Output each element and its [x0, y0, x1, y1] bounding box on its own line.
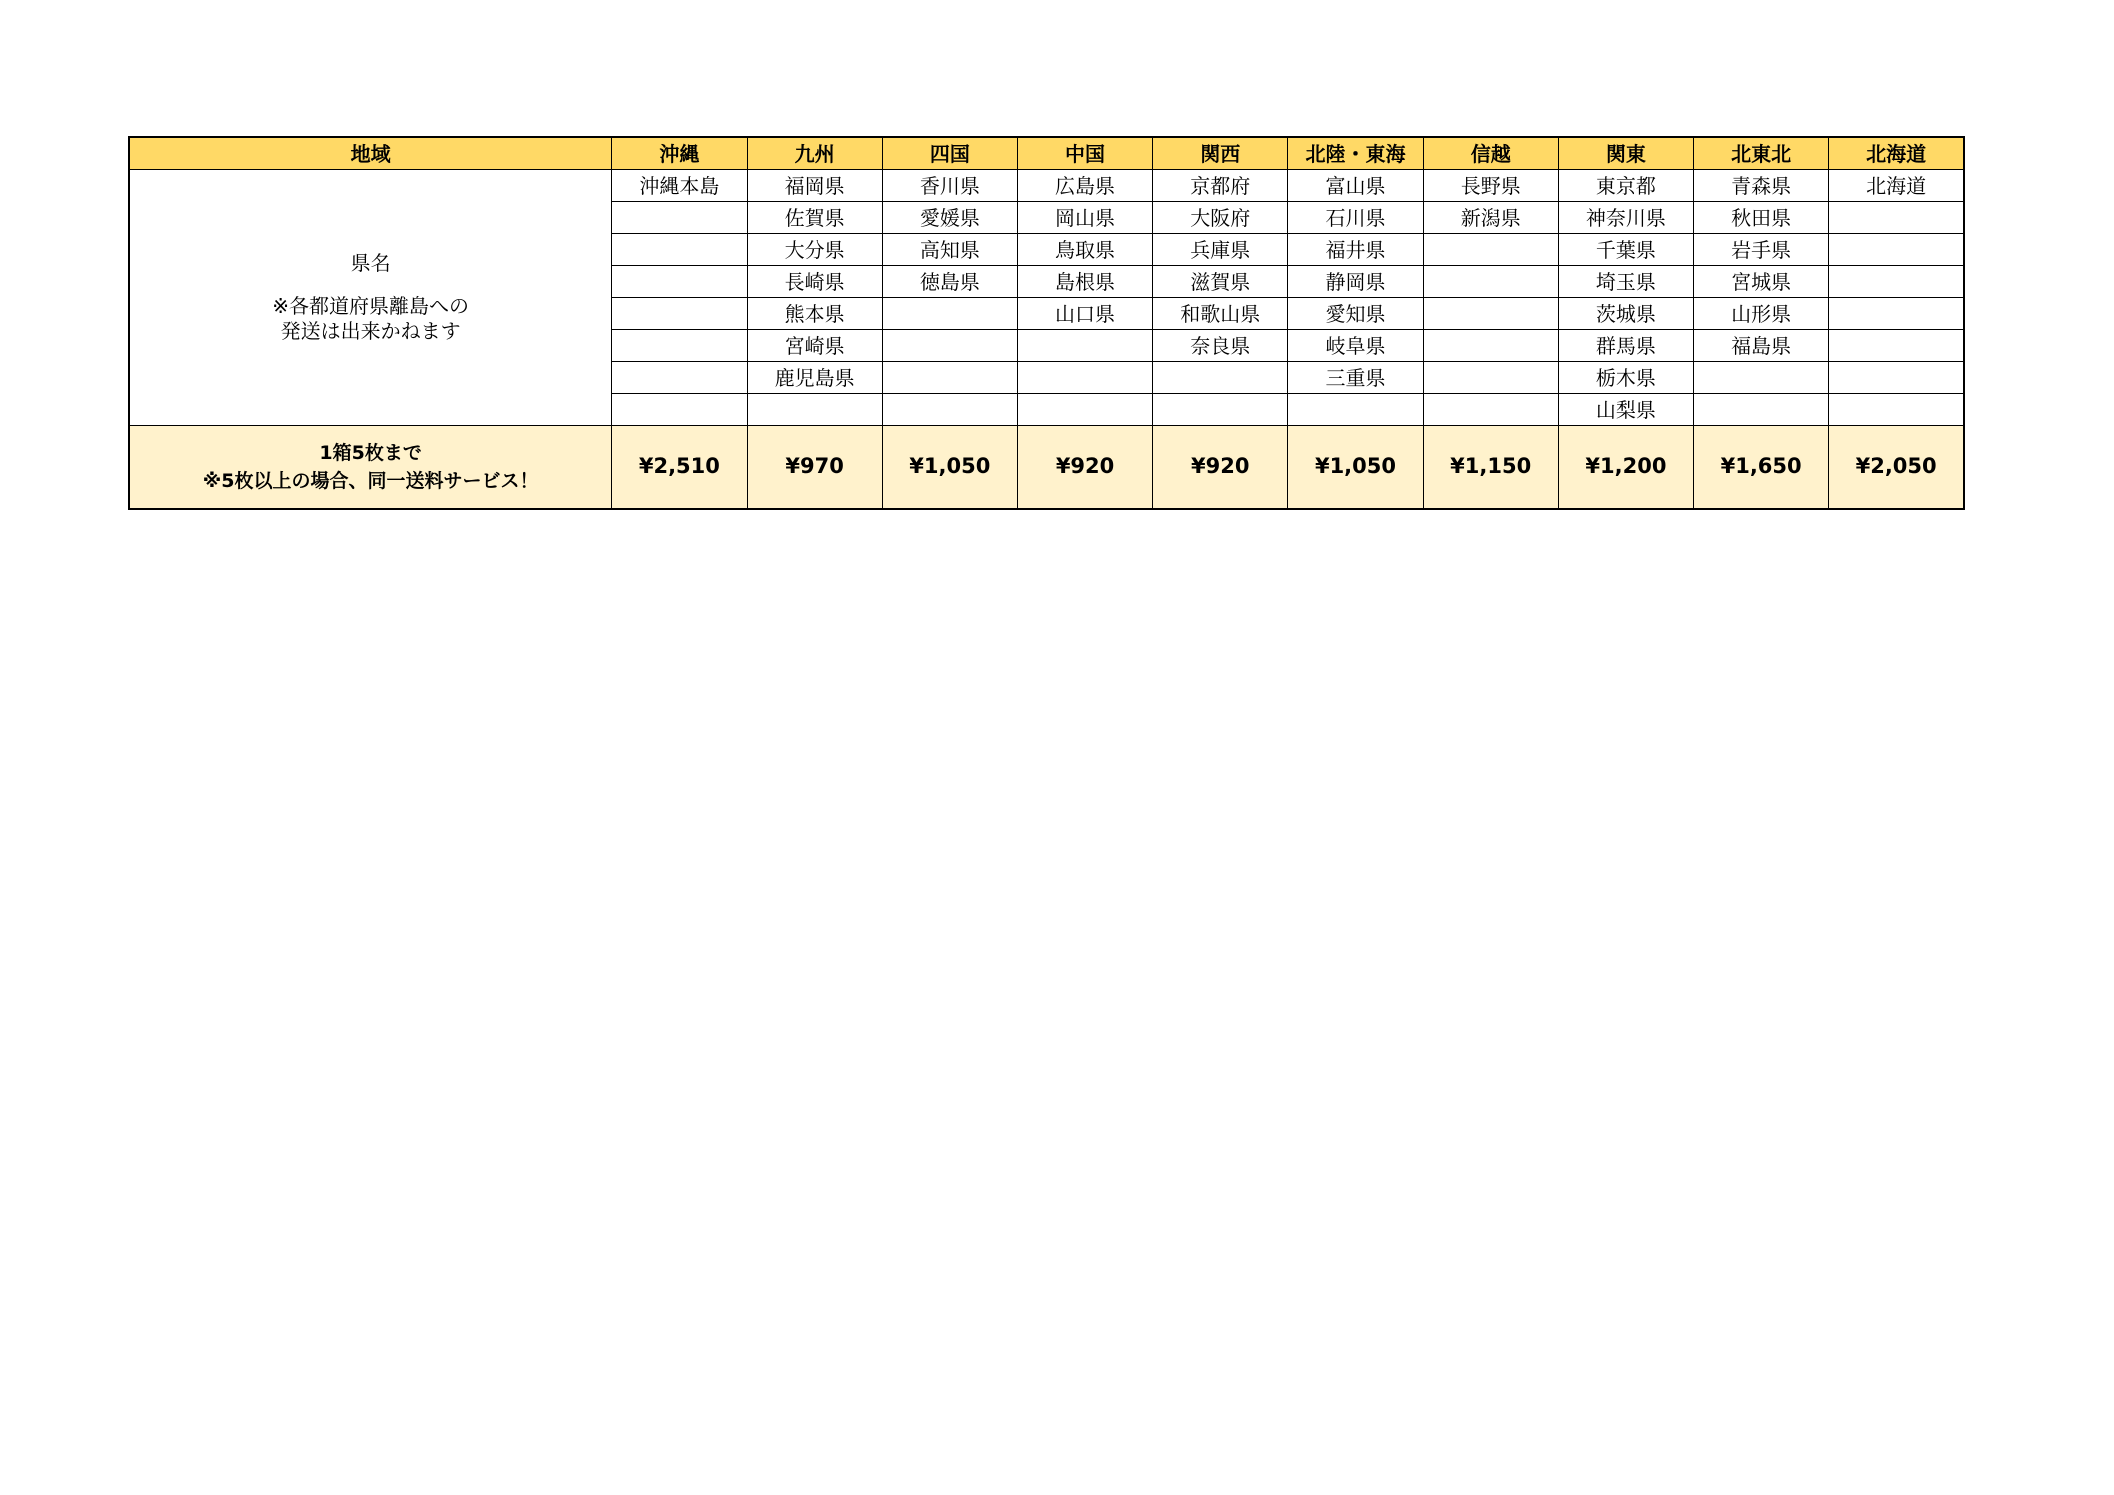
prefecture-cell: 青森県 [1694, 170, 1829, 202]
price-label-cell [129, 426, 612, 510]
prefecture-cell: 新潟県 [1423, 202, 1558, 234]
prefecture-cell: 埼玉県 [1558, 266, 1693, 298]
prefecture-cell: 千葉県 [1558, 234, 1693, 266]
prefecture-cell: 福岡県 [747, 170, 882, 202]
prefecture-cell: 広島県 [1017, 170, 1152, 202]
prefecture-cell: 沖縄本島 [612, 170, 747, 202]
price-cell-hokkaido: ¥2,050 [1829, 426, 1964, 510]
prefecture-cell [1288, 394, 1423, 426]
prefecture-label-title: 県名 [350, 251, 391, 275]
region-header-hokkaido: 北海道 [1829, 137, 1964, 170]
prefecture-cell [882, 330, 1017, 362]
price-cell-kanto: ¥1,200 [1558, 426, 1693, 510]
header-row [129, 137, 1964, 170]
prefecture-cell [612, 298, 747, 330]
prefecture-cell [612, 362, 747, 394]
prefecture-cell [882, 298, 1017, 330]
prefecture-cell [1423, 330, 1558, 362]
prefecture-cell [1829, 298, 1964, 330]
prefecture-cell [1694, 394, 1829, 426]
prefecture-cell: 奈良県 [1153, 330, 1288, 362]
prefecture-cell: 和歌山県 [1153, 298, 1288, 330]
shipping-rate-table [128, 136, 1965, 510]
prefecture-label-note-line2: 発送は出来かねます [280, 319, 461, 343]
price-cell-kita-tohoku: ¥1,650 [1694, 426, 1829, 510]
prefecture-cell: 香川県 [882, 170, 1017, 202]
prefecture-cell: 福井県 [1288, 234, 1423, 266]
prefecture-cell: 栃木県 [1558, 362, 1693, 394]
prefecture-cell [1829, 330, 1964, 362]
prefecture-cell [612, 266, 747, 298]
prefecture-cell: 群馬県 [1558, 330, 1693, 362]
prefecture-cell: 宮崎県 [747, 330, 882, 362]
prefecture-cell [1829, 234, 1964, 266]
prefecture-cell: 秋田県 [1694, 202, 1829, 234]
prefecture-cell: 富山県 [1288, 170, 1423, 202]
prefecture-cell: 徳島県 [882, 266, 1017, 298]
prefecture-cell: 山口県 [1017, 298, 1152, 330]
prefecture-cell: 岡山県 [1017, 202, 1152, 234]
prefecture-cell [1829, 362, 1964, 394]
prefecture-cell: 茨城県 [1558, 298, 1693, 330]
prefecture-cell: 神奈川県 [1558, 202, 1693, 234]
prefecture-cell [1017, 362, 1152, 394]
prefecture-cell: 長野県 [1423, 170, 1558, 202]
prefecture-cell: 兵庫県 [1153, 234, 1288, 266]
prefecture-cell: 福島県 [1694, 330, 1829, 362]
prefecture-cell: 山形県 [1694, 298, 1829, 330]
prefecture-cell [1423, 266, 1558, 298]
prefecture-cell [1017, 330, 1152, 362]
region-header-kansai: 関西 [1153, 137, 1288, 170]
prefecture-cell [1694, 362, 1829, 394]
prefecture-cell: 佐賀県 [747, 202, 882, 234]
region-header-hokuriku-tokai: 北陸・東海 [1288, 137, 1423, 170]
prefecture-cell [882, 362, 1017, 394]
region-header-shikoku: 四国 [882, 137, 1017, 170]
region-header-label: 地域 [129, 137, 612, 170]
price-label-line2: ※5枚以上の場合、同一送料サービス！ [202, 470, 539, 492]
price-cell-chugoku: ¥920 [1017, 426, 1152, 510]
prefecture-cell [612, 330, 747, 362]
region-header-shinetsu: 信越 [1423, 137, 1558, 170]
prefecture-cell: 高知県 [882, 234, 1017, 266]
prefecture-cell: 愛媛県 [882, 202, 1017, 234]
price-cell-kansai: ¥920 [1153, 426, 1288, 510]
prefecture-cell [882, 394, 1017, 426]
prefecture-cell: 宮城県 [1694, 266, 1829, 298]
prefecture-cell: 大分県 [747, 234, 882, 266]
region-header-kanto: 関東 [1558, 137, 1693, 170]
region-header-kyushu: 九州 [747, 137, 882, 170]
region-header-okinawa: 沖縄 [612, 137, 747, 170]
prefecture-cell [1017, 394, 1152, 426]
price-label-line1: 1箱5枚まで [319, 442, 422, 464]
prefecture-cell: 長崎県 [747, 266, 882, 298]
prefecture-cell [1153, 362, 1288, 394]
prefecture-cell [612, 202, 747, 234]
prefecture-cell: 北海道 [1829, 170, 1964, 202]
prefecture-cell: 三重県 [1288, 362, 1423, 394]
prefecture-cell [1423, 298, 1558, 330]
prefecture-label-cell [129, 170, 612, 426]
price-row [129, 426, 1964, 510]
price-cell-okinawa: ¥2,510 [612, 426, 747, 510]
prefecture-cell [1829, 202, 1964, 234]
prefecture-cell: 大阪府 [1153, 202, 1288, 234]
prefecture-cell: 山梨県 [1558, 394, 1693, 426]
prefecture-cell: 岩手県 [1694, 234, 1829, 266]
prefecture-cell: 熊本県 [747, 298, 882, 330]
prefecture-cell [1829, 394, 1964, 426]
prefecture-cell: 愛知県 [1288, 298, 1423, 330]
price-cell-shinetsu: ¥1,150 [1423, 426, 1558, 510]
price-cell-shikoku: ¥1,050 [882, 426, 1017, 510]
shipping-rate-sheet [128, 136, 1965, 510]
region-header-chugoku: 中国 [1017, 137, 1152, 170]
prefecture-cell [612, 394, 747, 426]
prefecture-label-note-line1: ※各都道府県離島への [272, 294, 470, 318]
prefecture-row [129, 170, 1964, 202]
prefecture-cell: 滋賀県 [1153, 266, 1288, 298]
prefecture-cell: 東京都 [1558, 170, 1693, 202]
prefecture-cell: 鳥取県 [1017, 234, 1152, 266]
prefecture-cell [1423, 362, 1558, 394]
prefecture-cell [1423, 394, 1558, 426]
prefecture-cell [1829, 266, 1964, 298]
prefecture-cell: 鹿児島県 [747, 362, 882, 394]
price-cell-kyushu: ¥970 [747, 426, 882, 510]
prefecture-cell: 岐阜県 [1288, 330, 1423, 362]
prefecture-cell: 石川県 [1288, 202, 1423, 234]
prefecture-cell: 島根県 [1017, 266, 1152, 298]
prefecture-cell [1423, 234, 1558, 266]
prefecture-cell [747, 394, 882, 426]
prefecture-cell: 静岡県 [1288, 266, 1423, 298]
price-cell-hokuriku-tokai: ¥1,050 [1288, 426, 1423, 510]
region-header-kita-tohoku: 北東北 [1694, 137, 1829, 170]
prefecture-cell [612, 234, 747, 266]
prefecture-cell [1153, 394, 1288, 426]
prefecture-cell: 京都府 [1153, 170, 1288, 202]
